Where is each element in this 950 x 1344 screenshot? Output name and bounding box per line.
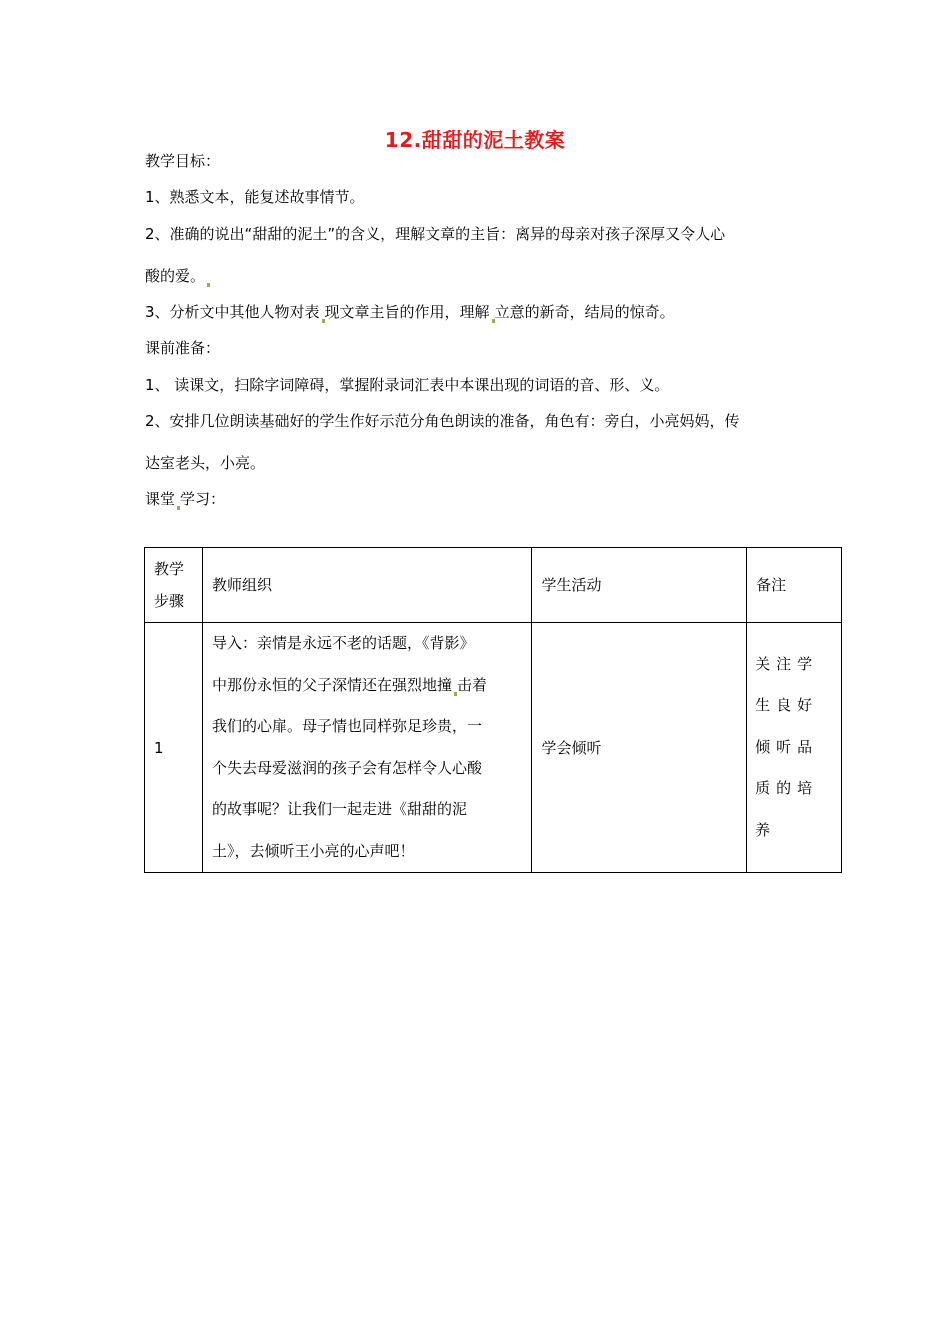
goal-2-line-2 [145, 266, 210, 287]
revision-mark [207, 283, 210, 287]
table-header-row [145, 548, 842, 623]
header-teacher [202, 548, 532, 623]
goal-2-line-2-text: 酸的爱。 [145, 267, 206, 285]
table-row [145, 623, 842, 873]
teacher-line: 的故事呢？让我们一起走进《甜甜的泥 [211, 800, 467, 818]
teacher-line-text: 中那份永恒的父子深情还在强烈地撞 [211, 675, 452, 694]
row-step [145, 623, 203, 873]
teacher-line: 导入：亲情是永远不老的话题，《背影》 [211, 634, 475, 652]
row-teacher [202, 623, 532, 873]
goals-heading: 教学目标： [145, 152, 221, 170]
teacher-line-tail: 击着 [456, 675, 487, 694]
header-note-label: 备注 [756, 576, 787, 594]
class-heading [145, 489, 225, 510]
row-note [747, 623, 842, 873]
row-note-text: 关注学生良好倾听品质的培养 [755, 654, 819, 839]
goal-2-line-1: 2、准确的说出“甜甜的泥土”的含义，理解文章的主旨：离异的母亲对孩子深厚又令人心 [145, 225, 726, 243]
header-step-line-1: 教学 [154, 560, 185, 578]
prep-heading: 课前准备： [145, 339, 221, 357]
header-teacher-label: 教师组织 [211, 576, 272, 594]
class-heading-part-a: 课堂 [145, 490, 176, 508]
header-note [747, 548, 842, 623]
goal-3 [145, 302, 675, 323]
row-step-number: 1 [154, 738, 164, 757]
teacher-line: 个失去母爱滋润的孩子会有怎样令人心酸 [211, 758, 482, 777]
teacher-line [212, 665, 526, 707]
header-student-label: 学生活动 [541, 576, 602, 594]
lesson-table [144, 547, 842, 873]
goal-3-part-c: 立意的新奇，结局的惊奇。 [494, 303, 675, 321]
teacher-line: 土》，去倾听王小亮的心声吧！ [211, 841, 415, 860]
prep-1: 1、 读课文，扫除字词障碍，掌握附录词汇表中本课出现的词语的音、形、义。 [145, 376, 670, 394]
goal-3-part-a: 3、分析文中其他人物对表 [145, 303, 320, 321]
row-teacher-text [203, 623, 532, 872]
header-step [145, 548, 203, 623]
prep-2-line-1: 2、安排几位朗读基础好的学生作好示范分角色朗读的准备，角色有：旁白，小亮妈妈，传 [145, 412, 740, 430]
header-student [532, 548, 747, 623]
teacher-line: 我们的心扉。母子情也同样弥足珍贵，一 [211, 717, 482, 735]
row-student-text: 学会倾听 [541, 738, 602, 757]
goal-1: 1、熟悉文本，能复述故事情节。 [145, 188, 365, 206]
header-step-line-2: 步骤 [154, 592, 185, 610]
goal-3-part-b: 现文章主旨的作用，理解 [324, 303, 490, 321]
class-heading-part-b: 学习： [180, 490, 226, 508]
document-title: 12.甜甜的泥土教案 [384, 128, 566, 152]
row-student [532, 623, 747, 873]
prep-2-line-2: 达室老头，小亮。 [145, 454, 266, 472]
